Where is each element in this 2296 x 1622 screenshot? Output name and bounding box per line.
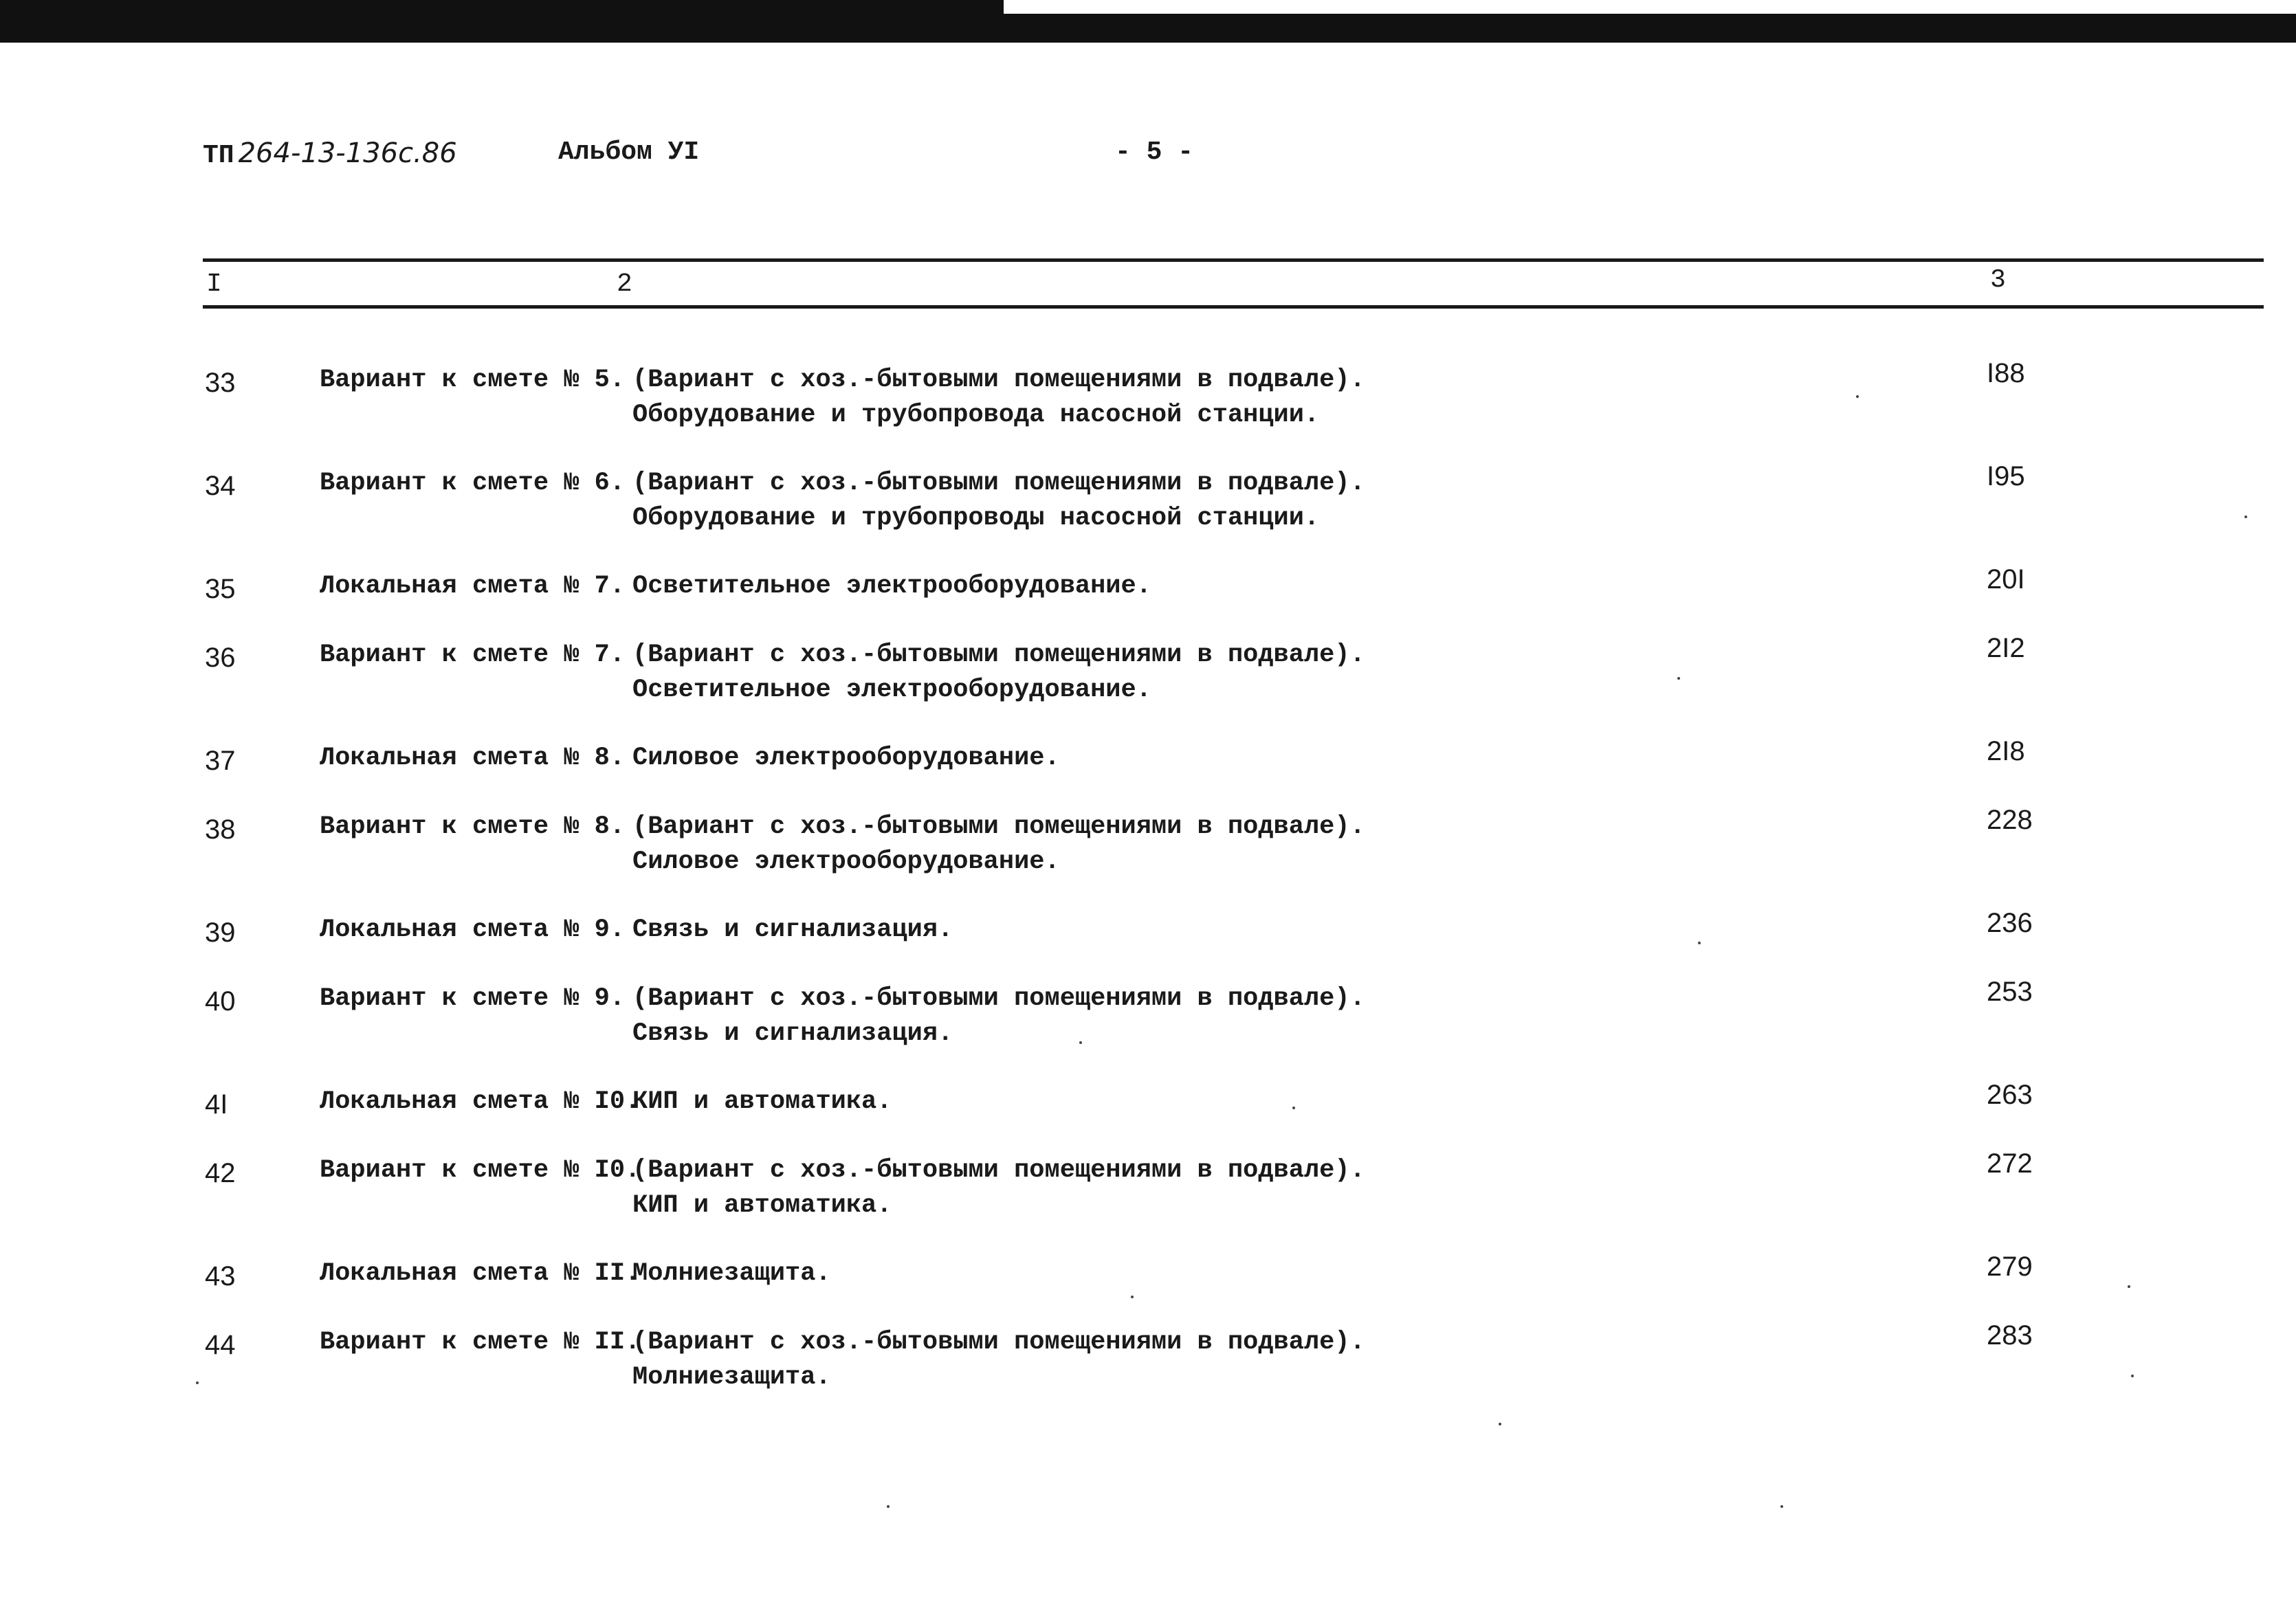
row-description-line: Осветительное электрооборудование. [632,676,1151,704]
row-number: 33 [205,368,236,398]
scan-speck [196,1381,199,1384]
row-estimate-type: Вариант к смете № II. [320,1328,641,1357]
row-description-line: Оборудование и трубопроводы насосной станции. [632,504,1320,533]
album-title: Альбом УI [558,137,700,167]
row-page-number: 253 [1987,977,2033,1007]
row-estimate-type: Локальная смета № II. [320,1259,641,1288]
row-description [632,1153,1389,1223]
column-header-2: 2 [617,269,632,299]
row-number: 38 [205,814,236,845]
row-description-line: Связь и сигнализация. [632,1019,953,1048]
row-description [632,1325,1389,1395]
row-page-number: 236 [1987,908,2033,938]
row-description [632,913,1389,948]
row-description [632,638,1389,708]
row-number: 4I [205,1089,228,1120]
row-number: 40 [205,986,236,1016]
scan-speck [1292,1107,1295,1109]
row-description-line: (Вариант с хоз.-бытовыми помещениями в подвале). [632,1156,1365,1185]
row-description-line: Оборудование и трубопровода насосной станции. [632,401,1320,430]
row-estimate-type: Вариант к смете № I0. [320,1156,641,1185]
row-description [632,1085,1389,1120]
scan-speck [2244,515,2247,518]
row-page-number: 279 [1987,1252,2033,1282]
row-number: 34 [205,471,236,501]
row-number: 43 [205,1261,236,1291]
row-page-number: I88 [1987,358,2025,388]
page-number: - 5 - [1115,137,1194,167]
scan-speck [1780,1505,1783,1508]
doc-prefix: ТП [203,141,234,170]
row-estimate-type: Вариант к смете № 5. [320,366,626,395]
row-description-line: Силовое электрооборудование. [632,744,1060,773]
row-description [632,810,1389,880]
scan-speck [887,1505,890,1508]
row-description-line: (Вариант с хоз.-бытовыми помещениями в подвале). [632,366,1365,395]
row-description-line: КИП и автоматика. [632,1191,892,1220]
row-estimate-type: Вариант к смете № 7. [320,641,626,669]
column-header-1: I [206,269,222,299]
row-description-line: Молниезащита. [632,1259,831,1288]
column-header-3: 3 [1990,265,2006,295]
row-number: 42 [205,1158,236,1188]
scan-speck [2128,1285,2130,1288]
scan-speck [1856,395,1859,398]
row-number: 37 [205,746,236,776]
scan-speck [1131,1296,1134,1298]
row-description-line: Осветительное электрооборудование. [632,572,1151,601]
row-description [632,1256,1389,1291]
row-description [632,363,1389,433]
row-page-number: 263 [1987,1080,2033,1110]
row-page-number: I95 [1987,461,2025,491]
row-description-line: КИП и автоматика. [632,1087,892,1116]
row-page-number: 20I [1987,564,2025,595]
row-description-line: (Вариант с хоз.-бытовыми помещениями в подвале). [632,469,1365,498]
row-page-number: 2I2 [1987,633,2025,663]
row-number: 44 [205,1330,236,1360]
row-description-line: (Вариант с хоз.-бытовыми помещениями в подвале). [632,641,1365,669]
row-description-line: Молниезащита. [632,1363,831,1392]
scan-speck [2131,1375,2134,1377]
row-page-number: 228 [1987,805,2033,835]
row-description [632,981,1389,1052]
row-number: 36 [205,643,236,673]
scan-speck [1677,677,1680,680]
scan-speck [1079,1041,1082,1044]
table-header-rule [203,305,2264,309]
row-description [632,466,1389,536]
row-estimate-type: Локальная смета № 7. [320,572,626,601]
row-estimate-type: Вариант к смете № 8. [320,812,626,841]
table-top-rule [203,258,2264,262]
row-number: 35 [205,574,236,604]
scan-speck [1698,942,1701,944]
row-description [632,569,1389,604]
row-page-number: 283 [1987,1320,2033,1351]
row-page-number: 2I8 [1987,736,2025,766]
row-description-line: Силовое электрооборудование. [632,847,1060,876]
row-estimate-type: Вариант к смете № 6. [320,469,626,498]
document-code [203,137,457,170]
scan-speck [1499,1423,1501,1425]
scan-top-border-edge [1004,0,2296,14]
row-estimate-type: Локальная смета № 8. [320,744,626,773]
row-description-line: Связь и сигнализация. [632,915,953,944]
row-estimate-type: Вариант к смете № 9. [320,984,626,1013]
row-description-line: (Вариант с хоз.-бытовыми помещениями в подвале). [632,984,1365,1013]
row-page-number: 272 [1987,1148,2033,1179]
row-description [632,741,1389,776]
row-estimate-type: Локальная смета № 9. [320,915,626,944]
row-description-line: (Вариант с хоз.-бытовыми помещениями в подвале). [632,812,1365,841]
row-description-line: (Вариант с хоз.-бытовыми помещениями в подвале). [632,1328,1365,1357]
doc-code-handwritten: 264-13-136с.86 [238,137,457,169]
row-estimate-type: Локальная смета № I0. [320,1087,641,1116]
row-number: 39 [205,918,236,948]
page-header [0,137,2296,179]
